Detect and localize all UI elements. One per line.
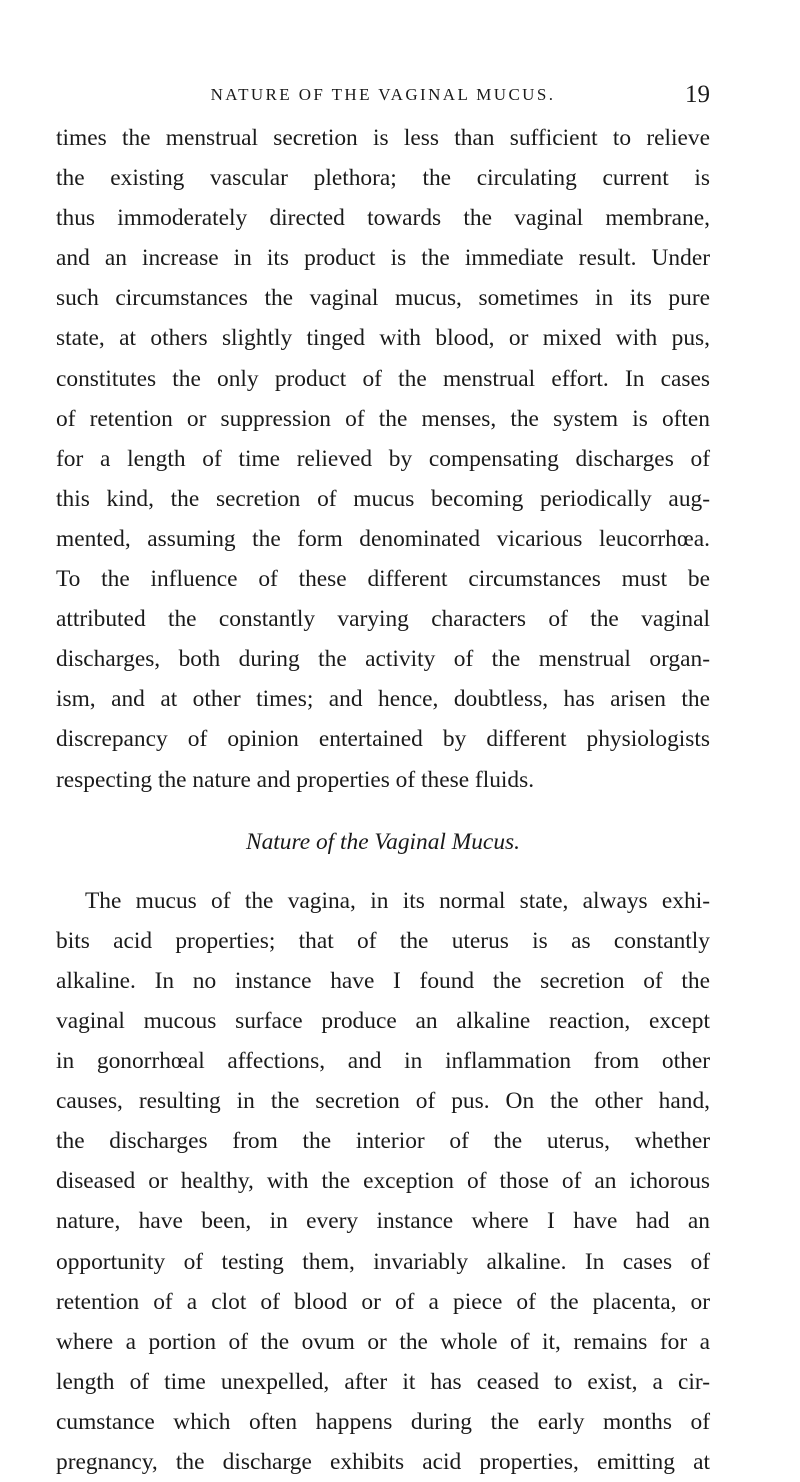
text-line: vaginal mucous surface produce an alkaline reaction, except (56, 1007, 710, 1034)
text-line: the discharges from the interior of the uterus, whether (56, 1128, 710, 1155)
text-line: such circumstances the vaginal mucus, sometimes in its pure (56, 285, 710, 312)
text-line: where a portion of the ovum or the whole of it, remains for a (56, 1328, 710, 1355)
text-line: constitutes the only product of the menstrual effort. In cases (56, 365, 710, 392)
text-line: discrepancy of opinion entertained by different physiologists (56, 726, 710, 753)
text-line: discharges, both during the activity of the menstrual organ- (56, 646, 710, 673)
text-line: and an increase in its product is the immediate result. Under (56, 245, 710, 272)
page-number: 19 (685, 81, 710, 108)
text-line: The mucus of the vagina, in its normal state, always exhi- (85, 887, 710, 914)
paragraph-continued (56, 118, 710, 800)
text-line: retention of a clot of blood or of a piece of the placenta, or (56, 1288, 710, 1315)
text-line: mented, assuming the form denominated vicarious leucorrhœa. (56, 525, 710, 552)
text-line: of retention or suppression of the menses, the system is often (56, 405, 710, 432)
text-line: ism, and at other times; and hence, doubtless, has arisen the (56, 686, 710, 713)
text-line: thus immoderately directed towards the vaginal membrane, (56, 205, 710, 232)
body-text (56, 118, 710, 1482)
text-line: in gonorrhœal affections, and in inflammation from other (56, 1048, 710, 1075)
text-line: state, at others slightly tinged with blood, or mixed with pus, (56, 325, 710, 352)
text-line: opportunity of testing them, invariably alkaline. In cases of (56, 1248, 710, 1275)
text-line: alkaline. In no instance have I found the secretion of the (56, 967, 710, 994)
text-line: for a length of time relieved by compensating discharges of (56, 445, 710, 472)
text-line: bits acid properties; that of the uterus is as constantly (56, 927, 710, 954)
running-head (56, 80, 710, 110)
text-line: causes, resulting in the secretion of pus. On the other hand, (56, 1088, 710, 1115)
text-line: cumstance which often happens during the early months of (56, 1408, 710, 1435)
text-line: diseased or healthy, with the exception of those of an ichorous (56, 1168, 710, 1195)
text-line: To the influence of these different circumstances must be (56, 566, 710, 593)
running-title: NATURE OF THE VAGINAL MUCUS. (210, 85, 556, 104)
section-heading: Nature of the Vaginal Mucus. (246, 828, 520, 855)
text-line: nature, have been, in every instance where I have had an (56, 1208, 710, 1235)
text-line: this kind, the secretion of mucus becoming periodically aug- (56, 485, 710, 512)
paragraph (56, 881, 710, 1482)
text-line: the existing vascular plethora; the circulating current is (56, 165, 710, 192)
text-line: pregnancy, the discharge exhibits acid properties, emitting at (56, 1449, 710, 1475)
text-line: attributed the constantly varying characters of the vaginal (56, 606, 710, 633)
text-line: length of time unexpelled, after it has ceased to exist, a cir- (56, 1368, 710, 1395)
text-line: times the menstrual secretion is less than sufficient to relieve (56, 125, 710, 151)
text-line: respecting the nature and properties of these fluids. (56, 766, 535, 793)
